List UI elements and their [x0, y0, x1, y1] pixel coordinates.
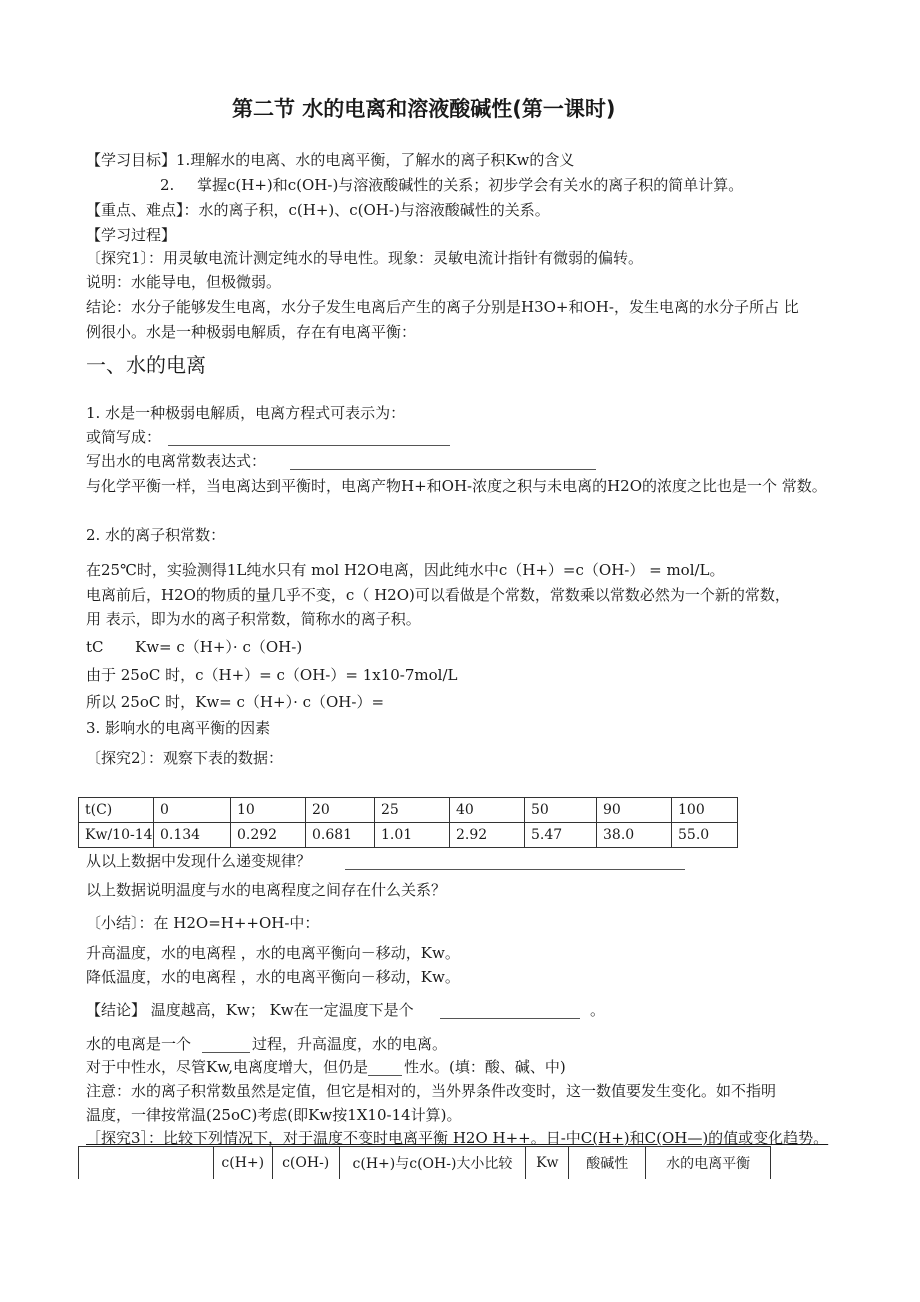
table-cell: 0	[154, 798, 231, 823]
neutral-blank[interactable]	[368, 1061, 402, 1076]
table-cell: 40	[450, 798, 525, 823]
table-cell: 55.0	[672, 823, 738, 848]
table-cell: 5.47	[525, 823, 597, 848]
neutral-line-end: 性水。(填：酸、碱、中)	[404, 1058, 566, 1076]
explore-2: 〔探究2〕：观察下表的数据：	[86, 749, 284, 767]
so-line: 所以 25oC 时，Kw= c（H+）· c（OH-）=	[86, 693, 385, 711]
constant-expression-label: 写出水的电离常数表达式：	[86, 452, 267, 470]
kw-data-table	[78, 797, 738, 848]
neutral-line-start: 对于中性水，尽管Kw,电离度增大，但仍是	[86, 1058, 369, 1076]
process-heading: 【学习过程】	[86, 226, 177, 244]
item-2: 2. 水的离子积常数：	[86, 526, 226, 544]
comparison-table-header	[78, 1146, 771, 1179]
table-header-cell: 水的电离平衡	[645, 1146, 770, 1179]
table-cell: 10	[231, 798, 306, 823]
before-after-line-a: 电离前后，H2O的物质的量几乎不变，c（ H2O)可以看做是个常数，常数乘以常数必然为一个新的常数，	[86, 586, 790, 604]
table-row	[79, 798, 738, 823]
because-line: 由于 25oC 时，c（H+）= c（OH-）= 1x10-7mol/L	[86, 666, 458, 684]
conclusion-2-end: 。	[590, 1001, 606, 1019]
kw-definition: Kw= c（H+）· c（OH-)	[135, 638, 303, 656]
objectives-line-2: 掌握c(H+)和c(OH-)与溶液酸碱性的关系；初步学会有关水的离子积的简单计算。	[197, 176, 744, 194]
page-title: 第二节 水的电离和溶液酸碱性(第一课时)	[232, 97, 616, 121]
explore-1: 〔探究1〕：用灵敏电流计测定纯水的导电性。现象：灵敏电流计指针有微弱的偏转。	[86, 249, 644, 267]
table-cell: 38.0	[597, 823, 672, 848]
table-cell: 1.01	[375, 823, 450, 848]
conclusion-2-blank[interactable]	[440, 1004, 580, 1019]
table-header-cell: Kw	[525, 1146, 568, 1179]
table-header-cell: c(OH-)	[272, 1146, 339, 1179]
process-blank[interactable]	[202, 1038, 250, 1053]
raise-temperature-line: 升高温度，水的电离程 ，水的电离平衡向－移动，Kw。	[86, 944, 460, 962]
short-form-label: 或简写成：	[86, 428, 162, 446]
explanation: 说明：水能导电，但极微弱。	[86, 273, 282, 291]
table-cell: 100	[672, 798, 738, 823]
summary-line: 〔小结〕：在 H2O=H++OH-中：	[86, 914, 320, 932]
section-heading-ionization: 一、水的电离	[86, 353, 206, 377]
question-2: 以上数据说明温度与水的电离程度之间存在什么关系？	[86, 881, 447, 899]
process-line-start: 水的电离是一个	[86, 1035, 192, 1053]
note-line-a: 注意：水的离子积常数虽然是定值，但它是相对的，当外界条件改变时，这一数值要发生变化。如不指明	[86, 1082, 777, 1100]
conclusion-1-line-b: 例很小。水是一种极弱电解质，存在有电离平衡：	[86, 323, 417, 341]
table-cell: 2.92	[450, 823, 525, 848]
explore-3: ［探究3］：比较下列情况下，对于温度不变时电离平衡 H2O H++。日-中C(H+)和C(OH—)的值或变化趋势。	[86, 1129, 829, 1147]
conclusion-1-line-a: 结论：水分子能够发生电离，水分子发生电离后产生的离子分别是H3O+和OH-，发生电离的水分子所占 比	[86, 298, 799, 316]
table-cell: 25	[375, 798, 450, 823]
at-25c-text: 在25℃时，实验测得1L纯水只有 mol H2O电离，因此纯水中c（H+）=c（OH-） = mol/L。	[86, 561, 725, 579]
objectives-line-1: 【学习目标】1.理解水的电离、水的电离平衡，了解水的离子积Kw的含义	[86, 151, 575, 169]
table-cell: Kw/10-14	[79, 823, 154, 848]
table-cell: 0.292	[231, 823, 306, 848]
objectives-line-2-number: 2.	[160, 176, 175, 194]
item-1: 1. 水是一种极弱电解质，电离方程式可表示为：	[86, 404, 406, 422]
conclusion-2: 【结论】 温度越高，Kw； Kw在一定温度下是个	[86, 1001, 414, 1019]
table-cell: 0.681	[306, 823, 375, 848]
table-cell: 50	[525, 798, 597, 823]
table-cell: 0.134	[154, 823, 231, 848]
short-form-blank[interactable]	[168, 431, 450, 446]
table-header-cell: c(H+)	[213, 1146, 272, 1179]
table-header-cell: 酸碱性	[568, 1146, 645, 1179]
kw-definition-temp: tC	[86, 638, 104, 656]
lower-temperature-line: 降低温度，水的电离程 ，水的电离平衡向－移动，Kw。	[86, 968, 460, 986]
key-points: 【重点、难点】：水的离子积，c(H+)、c(OH-)与溶液酸碱性的关系。	[86, 201, 550, 219]
before-after-line-b: 用 表示，即为水的离子积常数，简称水的离子积。	[86, 610, 421, 628]
table-cell: t(C)	[79, 798, 154, 823]
table-cell: 90	[597, 798, 672, 823]
note-line-b: 温度，一律按常温(25oC)考虑(即Kw按1X10-14计算)。	[86, 1106, 462, 1124]
item-3: 3. 影响水的电离平衡的因素	[86, 719, 271, 737]
table-header-cell	[78, 1146, 213, 1179]
question-1: 从以上数据中发现什么递变规律？	[86, 852, 312, 870]
question-1-blank[interactable]	[345, 855, 685, 870]
table-cell: 20	[306, 798, 375, 823]
constant-expression-blank[interactable]	[290, 455, 596, 470]
equilibrium-text: 与化学平衡一样，当电离达到平衡时，电离产物H+和OH-浓度之积与未电离的H2O的浓度之比也是一个 常数。	[86, 477, 827, 495]
process-line-end: 过程，升高温度，水的电离。	[252, 1035, 448, 1053]
table-row	[79, 823, 738, 848]
table-header-cell: c(H+)与c(OH-)大小比较	[339, 1146, 526, 1179]
